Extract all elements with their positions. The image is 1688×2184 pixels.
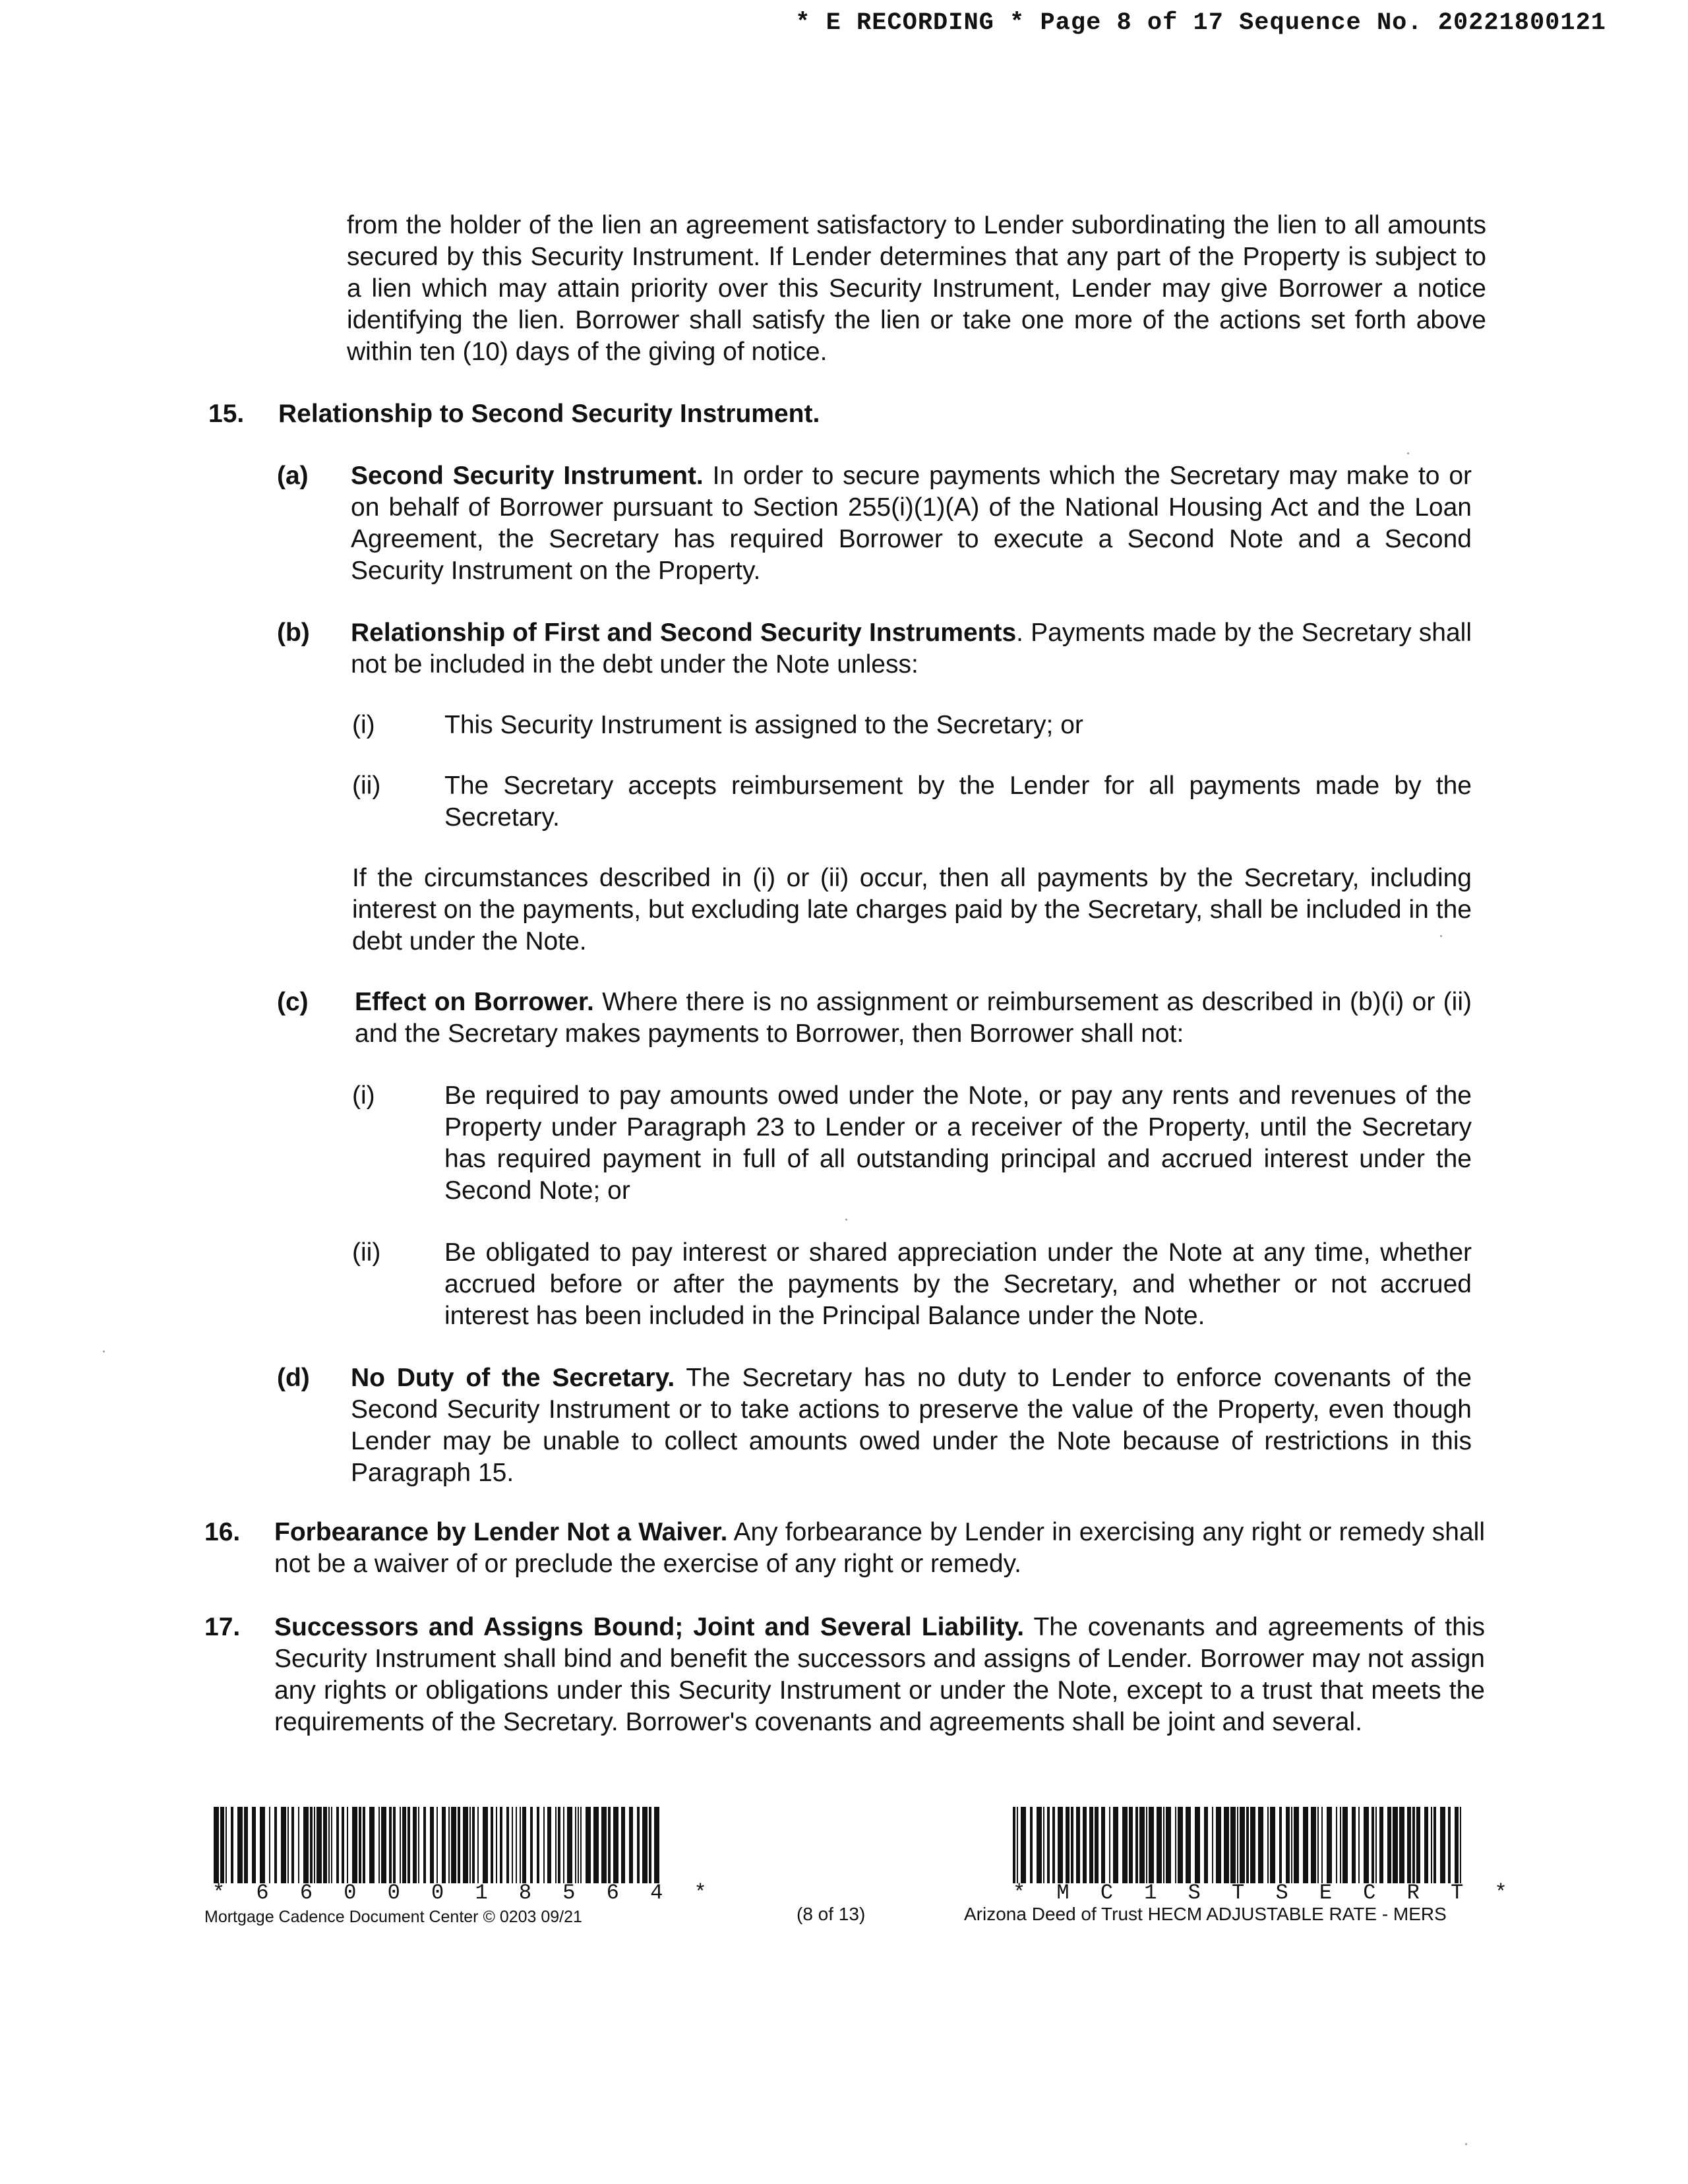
section-17-title: Successors and Assigns Bound; Joint and Several Liability. xyxy=(274,1613,1025,1641)
barcode-bar xyxy=(1267,1807,1269,1883)
barcode-bar xyxy=(580,1807,582,1883)
section-16-paragraph xyxy=(274,1517,1485,1580)
barcode-bar xyxy=(1139,1807,1145,1883)
barcode-bar xyxy=(1135,1807,1138,1883)
barcode-bar xyxy=(516,1807,517,1883)
barcode-bar xyxy=(430,1807,434,1883)
barcode-bar xyxy=(451,1807,456,1883)
section-15-title: Relationship to Second Security Instrument. xyxy=(278,400,820,428)
section-15a-label: (a) xyxy=(277,462,309,490)
scan-speck xyxy=(103,1350,105,1352)
barcode-bar xyxy=(1095,1807,1099,1883)
barcode-bar xyxy=(1076,1807,1080,1883)
barcode-bar xyxy=(1058,1807,1063,1883)
section-15c-ii-label: (ii) xyxy=(352,1238,381,1267)
section-15a-title: Second Security Instrument. xyxy=(351,462,704,490)
barcode-bar xyxy=(537,1807,539,1883)
barcode-bar xyxy=(1286,1807,1290,1883)
barcode-bar xyxy=(483,1807,488,1883)
barcode-bar xyxy=(1246,1807,1249,1883)
section-15a-paragraph xyxy=(351,460,1472,587)
barcode-bar xyxy=(496,1807,497,1883)
barcode-bar xyxy=(629,1807,633,1883)
barcode-bar xyxy=(1340,1807,1341,1883)
barcode-bar xyxy=(1163,1807,1164,1883)
barcode-bar xyxy=(1279,1807,1282,1883)
barcode-bar xyxy=(522,1807,526,1883)
section-15b-title: Relationship of First and Second Security Instruments xyxy=(351,619,1017,647)
section-15b-ii-text: The Secretary accepts reimbursement by the Lender for all payments made by the Secretary. xyxy=(444,772,1472,832)
barcode-bar xyxy=(378,1807,380,1883)
section-15c-paragraph xyxy=(355,986,1472,1050)
barcode-bar xyxy=(328,1807,330,1883)
barcode-bar xyxy=(1175,1807,1176,1883)
barcode-bar xyxy=(1407,1807,1411,1883)
barcode-bar xyxy=(1433,1807,1436,1883)
section-15b-i-label: (i) xyxy=(352,711,375,739)
barcode-bar xyxy=(1393,1807,1398,1883)
barcode-bar xyxy=(1375,1807,1377,1883)
barcode-bar xyxy=(1321,1807,1323,1883)
barcode-bar xyxy=(1071,1807,1073,1883)
barcode-bar xyxy=(291,1807,294,1883)
barcode-bar xyxy=(1083,1807,1087,1883)
section-15d-paragraph xyxy=(351,1362,1472,1489)
barcode-bar xyxy=(654,1807,659,1883)
barcode-bar xyxy=(342,1807,344,1883)
barcode-bar xyxy=(1013,1807,1015,1883)
section-15c-ii-text: Be obligated to pay interest or shared appreciation under the Note at any time, whether accrued before or after the payments by the Secretary, and whether or not accrued interest has been included in the Principal Balance under the Note. xyxy=(444,1238,1472,1330)
recording-header: * E RECORDING * Page 8 of 17 Sequence No. 20221800121 xyxy=(795,9,1606,37)
barcode-bar xyxy=(563,1807,564,1883)
barcode-bar xyxy=(642,1807,648,1883)
section-15b-label: (b) xyxy=(277,619,310,647)
section-15c-title: Effect on Borrower. xyxy=(355,988,594,1016)
barcode-bar xyxy=(567,1807,572,1883)
barcode-bar xyxy=(458,1807,460,1883)
barcode-bar xyxy=(491,1807,493,1883)
barcode-bar xyxy=(1352,1807,1356,1883)
barcode-bar xyxy=(1047,1807,1050,1883)
barcode-right-bars xyxy=(1013,1807,1461,1883)
barcode-bar xyxy=(1066,1807,1070,1883)
barcode-bar xyxy=(331,1807,332,1883)
section-16-number: 16. xyxy=(204,1518,241,1546)
barcode-bar xyxy=(1379,1807,1383,1883)
barcode-bar xyxy=(1216,1807,1221,1883)
barcode-bar xyxy=(1258,1807,1263,1883)
barcode-bar xyxy=(400,1807,401,1883)
barcode-bar xyxy=(1178,1807,1183,1883)
barcode-bar xyxy=(314,1807,315,1883)
barcode-bar xyxy=(437,1807,438,1883)
barcode-bar xyxy=(1412,1807,1415,1883)
barcode-bar xyxy=(260,1807,265,1883)
barcode-bar xyxy=(637,1807,640,1883)
barcode-bar xyxy=(359,1807,361,1883)
barcode-left-bars xyxy=(214,1807,662,1883)
barcode-bar xyxy=(381,1807,386,1883)
section-17-number: 17. xyxy=(204,1613,241,1641)
barcode-bar xyxy=(352,1807,357,1883)
section-15-number: 15. xyxy=(208,400,245,428)
barcode-bar xyxy=(1291,1807,1292,1883)
barcode-bar xyxy=(530,1807,533,1883)
barcode-bar xyxy=(252,1807,256,1883)
barcode-bar xyxy=(1303,1807,1308,1883)
section-15c-text: Where there is no assignment or reimbursement as described in (b)(i) or (ii) and the Secretary makes payments to Borrower, then Borrower shall not: xyxy=(355,988,1472,1048)
barcode-bar xyxy=(1237,1807,1238,1883)
barcode-bar xyxy=(558,1807,560,1883)
barcode-bar xyxy=(621,1807,625,1883)
barcode-bar xyxy=(1230,1807,1236,1883)
barcode-right xyxy=(1013,1807,1461,1883)
barcode-bar xyxy=(244,1807,248,1883)
barcode-bar xyxy=(1317,1807,1319,1883)
barcode-bar xyxy=(608,1807,611,1883)
barcode-bar xyxy=(1399,1807,1404,1883)
barcode-bar xyxy=(1358,1807,1360,1883)
barcode-bar xyxy=(1043,1807,1044,1883)
barcode-bar xyxy=(303,1807,309,1883)
barcode-bar xyxy=(389,1807,392,1883)
section-15b-i-text: This Security Instrument is assigned to the Secretary; or xyxy=(444,711,1083,739)
barcode-bar xyxy=(448,1807,450,1883)
barcode-bar xyxy=(1294,1807,1299,1883)
section-15b-ii-label: (ii) xyxy=(352,772,381,800)
section-15b-after: If the circumstances described in (i) or (ii) occur, then all payments by the Secretary, including interest on the payments, but excluding late charges paid by the Secretary, shall be included in the debt under the Note. xyxy=(352,864,1472,956)
barcode-bar xyxy=(231,1807,233,1883)
barcode-bar xyxy=(1336,1807,1337,1883)
barcode-bar xyxy=(1387,1807,1391,1883)
section-16-title: Forbearance by Lender Not a Waiver. xyxy=(274,1518,728,1546)
barcode-bar xyxy=(613,1807,618,1883)
section-15d-text: The Secretary has no duty to Lender to enforce covenants of the Second Security Instrument or to take actions to preserve the value of the Property, even though Lender may be unable to collect amounts owed under the Note because of restrictions in this Paragraph 15. xyxy=(351,1364,1472,1487)
section-15d-label: (d) xyxy=(277,1364,310,1392)
barcode-bar xyxy=(323,1807,327,1883)
barcode-bar xyxy=(269,1807,270,1883)
scan-speck xyxy=(845,1219,847,1221)
footer-right-text: Arizona Deed of Trust HECM ADJUSTABLE RATE - MERS xyxy=(964,1904,1447,1924)
barcode-bar xyxy=(1448,1807,1451,1883)
scan-speck xyxy=(1407,452,1409,454)
barcode-bar xyxy=(1089,1807,1093,1883)
section-15c-i-label: (i) xyxy=(352,1081,375,1110)
barcode-bar xyxy=(1424,1807,1428,1883)
barcode-bar xyxy=(1052,1807,1055,1883)
barcode-bar xyxy=(226,1807,227,1883)
barcode-bar xyxy=(287,1807,289,1883)
barcode-bar xyxy=(1327,1807,1332,1883)
barcode-bar xyxy=(1146,1807,1147,1883)
barcode-bar xyxy=(1212,1807,1213,1883)
section-15c-i-text: Be required to pay amounts owed under the Note, or pay any rents and revenues of the Property under Paragraph 23 to Lender or a receiver of the Property, until the Secretary has required payment in full of all outstanding principal and accrued interest under the Second Note; or xyxy=(444,1081,1472,1205)
barcode-bar xyxy=(1101,1807,1105,1883)
barcode-bar xyxy=(363,1807,365,1883)
barcode-bar xyxy=(500,1807,502,1883)
barcode-bar xyxy=(1157,1807,1162,1883)
barcode-bar xyxy=(281,1807,286,1883)
barcode-bar xyxy=(214,1807,219,1883)
barcode-bar xyxy=(1166,1807,1171,1883)
barcode-bar xyxy=(1122,1807,1128,1883)
barcode-bar xyxy=(586,1807,591,1883)
section-17-text: The covenants and agreements of this Security Instrument shall bind and benefit the successors and assigns of Lender. Borrower may not assign any rights or obligations under this Security Instrument or under the Note, except to a trust that meets the requirements of the Secretary. Borrower's covenants and agreements shall be joint and several. xyxy=(274,1613,1486,1736)
barcode-bar xyxy=(578,1807,579,1883)
barcode-bar xyxy=(369,1807,375,1883)
barcode-bar xyxy=(310,1807,313,1883)
barcode-bar xyxy=(512,1807,513,1883)
section-15a-text: In order to secure payments which the Secretary may make to or on behalf of Borrower pursuant to Section 255(i)(1)(A) of the National Housing Act and the Loan Agreement, the Secretary has required Borrower to execute a Second Note and a Second Security Instrument on the Property. xyxy=(351,462,1472,585)
barcode-bar xyxy=(1149,1807,1154,1883)
barcode-bar xyxy=(1311,1807,1316,1883)
barcode-bar xyxy=(418,1807,419,1883)
barcode-bar xyxy=(520,1807,521,1883)
barcode-bar xyxy=(1195,1807,1200,1883)
section-17-paragraph xyxy=(274,1612,1485,1738)
barcode-left xyxy=(214,1807,662,1883)
barcode-bar xyxy=(1113,1807,1118,1883)
barcode-bar xyxy=(407,1807,410,1883)
barcode-bar xyxy=(1250,1807,1255,1883)
barcode-bar xyxy=(506,1807,509,1883)
barcode-bar xyxy=(1186,1807,1191,1883)
section-15b-paragraph xyxy=(351,617,1472,681)
barcode-bar xyxy=(298,1807,299,1883)
barcode-bar xyxy=(1021,1807,1026,1883)
barcode-bar xyxy=(1204,1807,1208,1883)
barcode-bar xyxy=(1224,1807,1229,1883)
barcode-bar xyxy=(1440,1807,1445,1883)
barcode-bar xyxy=(575,1807,576,1883)
barcode-bar xyxy=(472,1807,475,1883)
barcode-bar xyxy=(393,1807,396,1883)
barcode-bar xyxy=(1240,1807,1245,1883)
barcode-bar xyxy=(442,1807,446,1883)
barcode-bar xyxy=(1017,1807,1018,1883)
barcode-bar xyxy=(469,1807,471,1883)
barcode-bar xyxy=(1460,1807,1461,1883)
barcode-bar xyxy=(220,1807,224,1883)
barcode-right-chars: * M C 1 S T S E C R T * xyxy=(1013,1881,1517,1905)
barcode-bar xyxy=(402,1807,406,1883)
barcode-bar xyxy=(1372,1807,1374,1883)
barcode-bar xyxy=(1129,1807,1133,1883)
continuation-paragraph: from the holder of the lien an agreement satisfactory to Lender subordinating the lien to all amounts secured by this Security Instrument. If Lender determines that any part of the Property is subject to a lien which may attain priority over this Security Instrument, Lender may give Borrower a notice identifying the lien. Borrower shall satisfy the lien or take one more of the actions set forth above within ten (10) days of the giving of notice. xyxy=(347,211,1486,366)
barcode-bar xyxy=(1030,1807,1033,1883)
barcode-bar xyxy=(1416,1807,1420,1883)
barcode-bar xyxy=(547,1807,551,1883)
scan-speck xyxy=(1465,2143,1467,2145)
barcode-bar xyxy=(1455,1807,1459,1883)
barcode-bar xyxy=(347,1807,348,1883)
section-16-text: Any forbearance by Lender in exercising any right or remedy shall not be a waiver of or preclude the exercise of any right or remedy. xyxy=(274,1518,1485,1578)
barcode-bar xyxy=(477,1807,479,1883)
barcode-bar xyxy=(1364,1807,1369,1883)
barcode-bar xyxy=(543,1807,545,1883)
footer-page-count: (8 of 13) xyxy=(797,1904,866,1924)
barcode-bar xyxy=(649,1807,651,1883)
barcode-bar xyxy=(1431,1807,1432,1883)
section-15d-title: No Duty of the Secretary. xyxy=(351,1364,675,1392)
section-15c-label: (c) xyxy=(277,988,309,1016)
barcode-bar xyxy=(336,1807,339,1883)
barcode-bar xyxy=(463,1807,468,1883)
barcode-bar xyxy=(423,1807,426,1883)
barcode-bar xyxy=(1270,1807,1275,1883)
barcode-bar xyxy=(555,1807,557,1883)
barcode-bar xyxy=(316,1807,322,1883)
barcode-bar xyxy=(237,1807,243,1883)
barcode-bar xyxy=(1342,1807,1348,1883)
section-15b-text: . Payments made by the Secretary shall not be included in the debt under the Note unless: xyxy=(351,619,1472,679)
scan-speck xyxy=(1440,935,1442,937)
barcode-bar xyxy=(593,1807,599,1883)
barcode-bar xyxy=(274,1807,277,1883)
barcode-bar xyxy=(1037,1807,1042,1883)
barcode-bar xyxy=(413,1807,417,1883)
barcode-bar xyxy=(601,1807,607,1883)
footer-left-text: Mortgage Cadence Document Center © 0203 09/21 xyxy=(204,1908,582,1926)
barcode-bar xyxy=(1109,1807,1110,1883)
barcode-left-chars: * 6 6 0 0 0 1 8 5 6 4 * xyxy=(212,1881,716,1905)
